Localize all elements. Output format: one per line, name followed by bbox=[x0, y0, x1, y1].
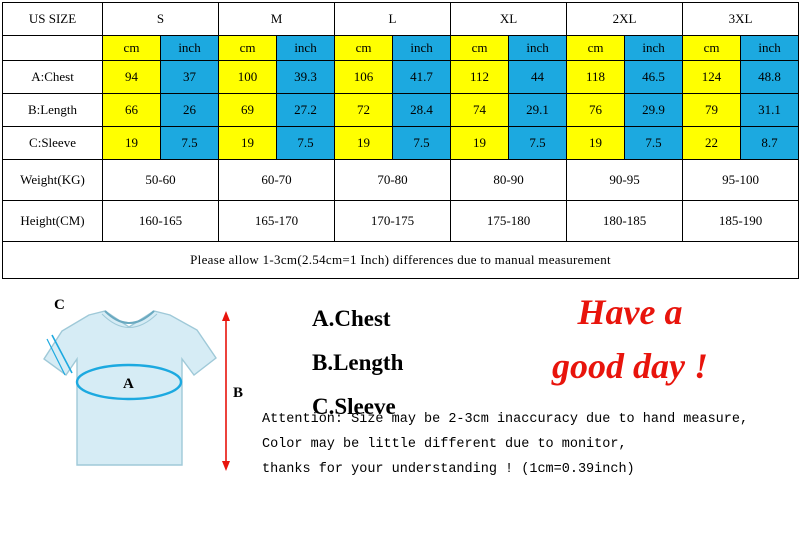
row-label-chest: A:Chest bbox=[3, 61, 103, 94]
sleeve-l-cm: 19 bbox=[335, 127, 393, 160]
chest-3xl-cm: 124 bbox=[683, 61, 741, 94]
weight-3xl: 95-100 bbox=[683, 160, 799, 201]
chest-xl-inch: 44 bbox=[509, 61, 567, 94]
unit-inch-s: inch bbox=[161, 36, 219, 61]
length-xl-cm: 74 bbox=[451, 94, 509, 127]
sleeve-xl-cm: 19 bbox=[451, 127, 509, 160]
weight-m: 60-70 bbox=[219, 160, 335, 201]
sleeve-3xl-inch: 8.7 bbox=[741, 127, 799, 160]
length-m-cm: 69 bbox=[219, 94, 277, 127]
tshirt-diagram bbox=[14, 287, 244, 497]
attention-line-3: thanks for your understanding ! (1cm=0.39inch) bbox=[262, 462, 635, 477]
sleeve-m-inch: 7.5 bbox=[277, 127, 335, 160]
size-header-l: L bbox=[335, 3, 451, 36]
row-label-length: B:Length bbox=[3, 94, 103, 127]
weight-l: 70-80 bbox=[335, 160, 451, 201]
sleeve-s-cm: 19 bbox=[103, 127, 161, 160]
sleeve-m-cm: 19 bbox=[219, 127, 277, 160]
weight-xl: 80-90 bbox=[451, 160, 567, 201]
chest-xl-cm: 112 bbox=[451, 61, 509, 94]
height-3xl: 185-190 bbox=[683, 201, 799, 242]
height-s: 160-165 bbox=[103, 201, 219, 242]
unit-cm-m: cm bbox=[219, 36, 277, 61]
table-row bbox=[3, 160, 799, 201]
chest-2xl-inch: 46.5 bbox=[625, 61, 683, 94]
unit-inch-2xl: inch bbox=[625, 36, 683, 61]
length-3xl-inch: 31.1 bbox=[741, 94, 799, 127]
table-title: US SIZE bbox=[3, 3, 103, 36]
height-l: 170-175 bbox=[335, 201, 451, 242]
length-3xl-cm: 79 bbox=[683, 94, 741, 127]
unit-cm-s: cm bbox=[103, 36, 161, 61]
row-label-sleeve: C:Sleeve bbox=[3, 127, 103, 160]
length-xl-inch: 29.1 bbox=[509, 94, 567, 127]
row-label-height: Height(CM) bbox=[3, 201, 103, 242]
size-chart-page bbox=[0, 2, 800, 536]
unit-row bbox=[3, 36, 799, 61]
table-row bbox=[3, 127, 799, 160]
legend-length: B.Length bbox=[312, 350, 404, 375]
attention-line-2: Color may be little different due to monitor, bbox=[262, 437, 627, 452]
sleeve-2xl-cm: 19 bbox=[567, 127, 625, 160]
size-table bbox=[2, 2, 799, 279]
chest-3xl-inch: 48.8 bbox=[741, 61, 799, 94]
unit-cm-xl: cm bbox=[451, 36, 509, 61]
chest-s-cm: 94 bbox=[103, 61, 161, 94]
height-xl: 175-180 bbox=[451, 201, 567, 242]
length-s-inch: 26 bbox=[161, 94, 219, 127]
length-arrow-bottom bbox=[222, 461, 230, 471]
table-header-row bbox=[3, 3, 799, 36]
size-header-3xl: 3XL bbox=[683, 3, 799, 36]
chest-m-cm: 100 bbox=[219, 61, 277, 94]
length-2xl-cm: 76 bbox=[567, 94, 625, 127]
size-header-s: S bbox=[103, 3, 219, 36]
marker-b-label: B bbox=[233, 385, 244, 401]
row-label-weight: Weight(KG) bbox=[3, 160, 103, 201]
sleeve-2xl-inch: 7.5 bbox=[625, 127, 683, 160]
height-2xl: 180-185 bbox=[567, 201, 683, 242]
greeting-line-1: Have a bbox=[577, 292, 683, 332]
tshirt-svg bbox=[14, 287, 244, 497]
length-m-inch: 27.2 bbox=[277, 94, 335, 127]
unit-inch-3xl: inch bbox=[741, 36, 799, 61]
chest-l-inch: 41.7 bbox=[393, 61, 451, 94]
sleeve-3xl-cm: 22 bbox=[683, 127, 741, 160]
chest-l-cm: 106 bbox=[335, 61, 393, 94]
length-l-inch: 28.4 bbox=[393, 94, 451, 127]
unit-cm-3xl: cm bbox=[683, 36, 741, 61]
sleeve-l-inch: 7.5 bbox=[393, 127, 451, 160]
unit-cm-2xl: cm bbox=[567, 36, 625, 61]
unit-inch-m: inch bbox=[277, 36, 335, 61]
measurement-note-row bbox=[3, 242, 799, 279]
length-2xl-inch: 29.9 bbox=[625, 94, 683, 127]
attention-line-1: Attention: Size may be 2-3cm inaccuracy due to hand measure, bbox=[262, 412, 749, 427]
size-header-2xl: 2XL bbox=[567, 3, 683, 36]
chest-m-inch: 39.3 bbox=[277, 61, 335, 94]
length-arrow-top bbox=[222, 311, 230, 321]
table-row bbox=[3, 201, 799, 242]
lower-section bbox=[0, 279, 800, 511]
chest-s-inch: 37 bbox=[161, 61, 219, 94]
unit-row-spacer bbox=[3, 36, 103, 61]
sleeve-s-inch: 7.5 bbox=[161, 127, 219, 160]
marker-c-label: C bbox=[54, 297, 65, 313]
unit-inch-l: inch bbox=[393, 36, 451, 61]
measurement-note: Please allow 1-3cm(2.54cm=1 Inch) differences due to manual measurement bbox=[3, 242, 799, 279]
length-s-cm: 66 bbox=[103, 94, 161, 127]
size-header-xl: XL bbox=[451, 3, 567, 36]
unit-cm-l: cm bbox=[335, 36, 393, 61]
legend-chest: A.Chest bbox=[312, 306, 391, 331]
marker-a-label: A bbox=[123, 376, 134, 392]
weight-s: 50-60 bbox=[103, 160, 219, 201]
table-row bbox=[3, 94, 799, 127]
table-row bbox=[3, 61, 799, 94]
greeting-text bbox=[470, 285, 790, 393]
attention-note bbox=[262, 407, 748, 482]
chest-2xl-cm: 118 bbox=[567, 61, 625, 94]
size-header-m: M bbox=[219, 3, 335, 36]
sleeve-xl-inch: 7.5 bbox=[509, 127, 567, 160]
legend-sleeve: C.Sleeve bbox=[312, 394, 396, 419]
weight-2xl: 90-95 bbox=[567, 160, 683, 201]
height-m: 165-170 bbox=[219, 201, 335, 242]
unit-inch-xl: inch bbox=[509, 36, 567, 61]
length-l-cm: 72 bbox=[335, 94, 393, 127]
greeting-line-2: good day ! bbox=[552, 346, 708, 386]
